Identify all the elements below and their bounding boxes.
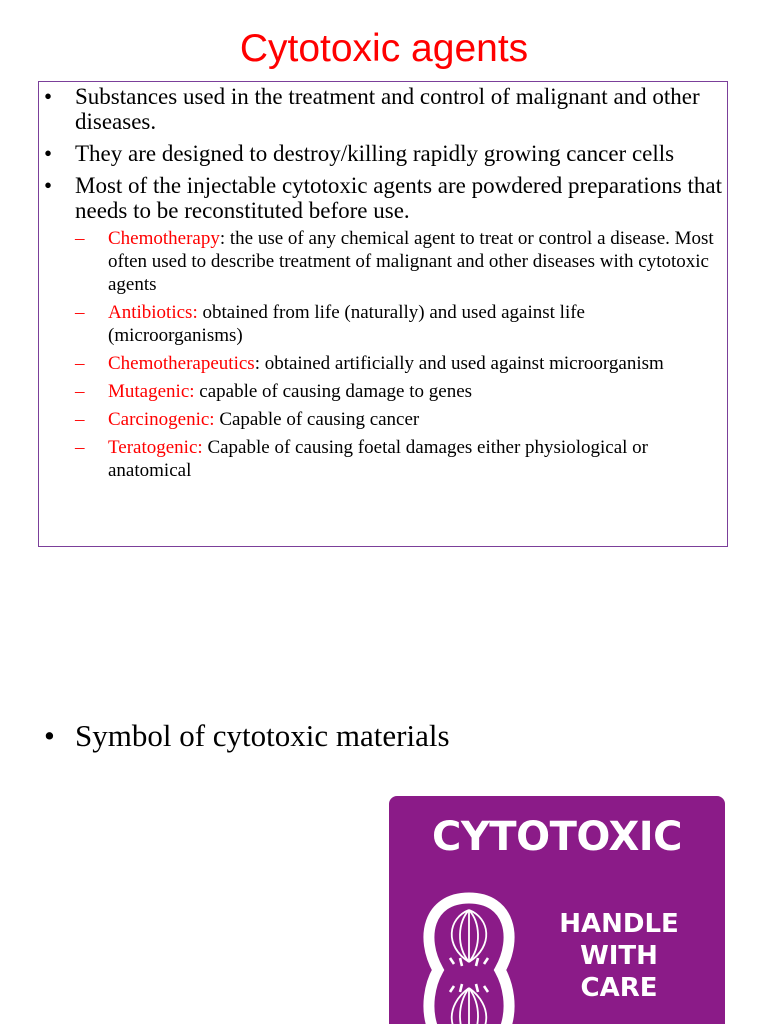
bullet-text: They are designed to destroy/killing rapidly growing cancer cells — [75, 141, 675, 166]
sign-line-handle: HANDLE — [559, 909, 679, 939]
symbol-bullet-text: Symbol of cytotoxic materials — [75, 718, 450, 753]
sub-item-carcinogenic — [75, 408, 724, 431]
definition-text: Capable of causing cancer — [214, 409, 420, 430]
sub-item-chemotherapeutics — [75, 352, 724, 375]
bullet-item — [44, 173, 724, 482]
bullet-item — [44, 84, 724, 134]
bullet-marker: • — [44, 173, 53, 198]
bullet-marker: • — [44, 141, 53, 166]
sign-handle-with-care — [549, 908, 689, 1004]
symbol-bullet — [44, 716, 450, 756]
sub-item-teratogenic — [75, 436, 724, 482]
sub-item-antibiotics — [75, 301, 724, 347]
term-chemotherapeutics: Chemotherapeutics — [108, 353, 255, 374]
definitions-list — [44, 84, 724, 489]
cytotoxic-sign — [389, 796, 725, 1024]
page-title: Cytotoxic agents — [239, 27, 529, 70]
sub-marker: – — [75, 353, 85, 374]
sub-marker: – — [75, 228, 85, 249]
sub-item-mutagenic — [75, 380, 724, 403]
bullet-item — [44, 141, 724, 166]
sub-definitions-list — [75, 227, 724, 482]
term-mutagenic: Mutagenic: — [108, 381, 195, 402]
bullet-marker: • — [44, 84, 53, 109]
definition-text: capable of causing damage to genes — [194, 381, 473, 402]
bullet-text: Most of the injectable cytotoxic agents are powdered preparations that needs to be reconstituted before use. — [75, 173, 722, 223]
sub-marker: – — [75, 409, 85, 430]
sub-marker: – — [75, 437, 85, 458]
sign-line-with: WITH — [580, 941, 658, 971]
sub-marker: – — [75, 381, 85, 402]
dividing-cell-icon — [414, 888, 524, 1024]
term-carcinogenic: Carcinogenic: — [108, 409, 215, 430]
definition-text: : obtained artificially and used against microorganism — [254, 353, 664, 374]
term-teratogenic: Teratogenic: — [108, 437, 203, 458]
term-antibiotics: Antibiotics: — [108, 302, 198, 323]
definition-text: obtained from life (naturally) and used against life (microorganisms) — [108, 302, 585, 346]
definition-text: Capable of causing foetal damages either physiological or anatomical — [108, 437, 648, 481]
term-chemotherapy: Chemotherapy — [108, 228, 220, 249]
sub-marker: – — [75, 302, 85, 323]
sub-item-chemotherapy — [75, 227, 724, 296]
bullet-text: Substances used in the treatment and control of malignant and other diseases. — [75, 84, 700, 134]
sign-title: CYTOTOXIC — [431, 814, 683, 860]
sign-line-care: CARE — [580, 973, 658, 1003]
bullet-marker: • — [44, 718, 55, 753]
definition-text: : the use of any chemical agent to treat or control a disease. Most often used to describe treatment of malignant and other diseases with cytotoxic agents — [108, 228, 714, 295]
